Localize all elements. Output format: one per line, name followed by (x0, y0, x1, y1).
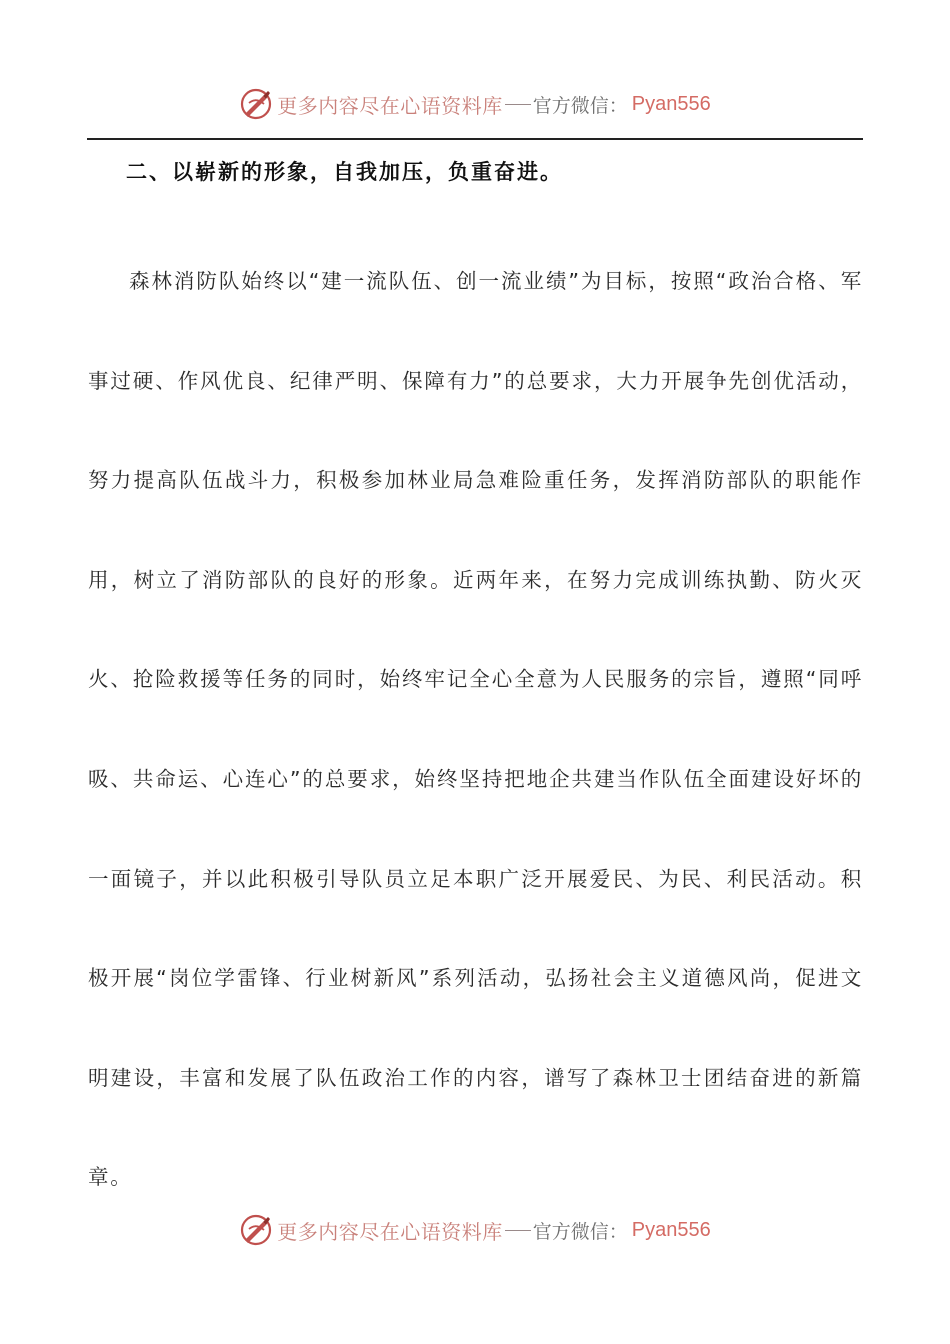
separator-dash (505, 104, 531, 105)
header-banner (0, 82, 950, 126)
wechat-label: 官方微信： (532, 94, 628, 117)
wechat-label: 官方微信： (532, 1220, 628, 1243)
header-divider (87, 138, 863, 140)
separator-dash (505, 1230, 531, 1231)
pen-logo-icon (239, 87, 273, 121)
section-heading: 二、以崭新的形象，自我加压，负重奋进。 (126, 160, 563, 184)
wechat-account: Pyan556 (631, 92, 711, 115)
body-paragraph: 森林消防队始终以“建一流队伍、创一流业绩”为目标，按照“政治合格、军事过硬、作风优良、纪律严明、保障有力”的总要求，大力开展争先创优活动，努力提高队伍战斗力，积极参加林业局急难险重任务，发挥消防部队的职能作用，树立了消防部队的良好的形象。近两年来，在努力完成训练执勤、防火灭火、抢险救援等任务的同时，始终牢记全心全意为人民服务的宗旨，遵照“同呼吸、共命运、心连心”的总要求，始终坚持把地企共建当作队伍全面建设好坏的一面镜子，并以此积极引导队员立足本职广泛开展爱民、为民、利民活动。积极开展“岗位学雷锋、行业树新风”系列活动，弘扬社会主义道德风尚，促进文明建设，丰富和发展了队伍政治工作的内容，谱写了森林卫士团结奋进的新篇章。 (88, 269, 863, 1190)
wechat-account: Pyan556 (631, 1218, 711, 1241)
footer-banner (0, 1208, 950, 1252)
site-name: 更多内容尽在心语资料库 (277, 93, 503, 118)
pen-logo-icon (239, 1213, 273, 1247)
site-name: 更多内容尽在心语资料库 (277, 1219, 503, 1244)
